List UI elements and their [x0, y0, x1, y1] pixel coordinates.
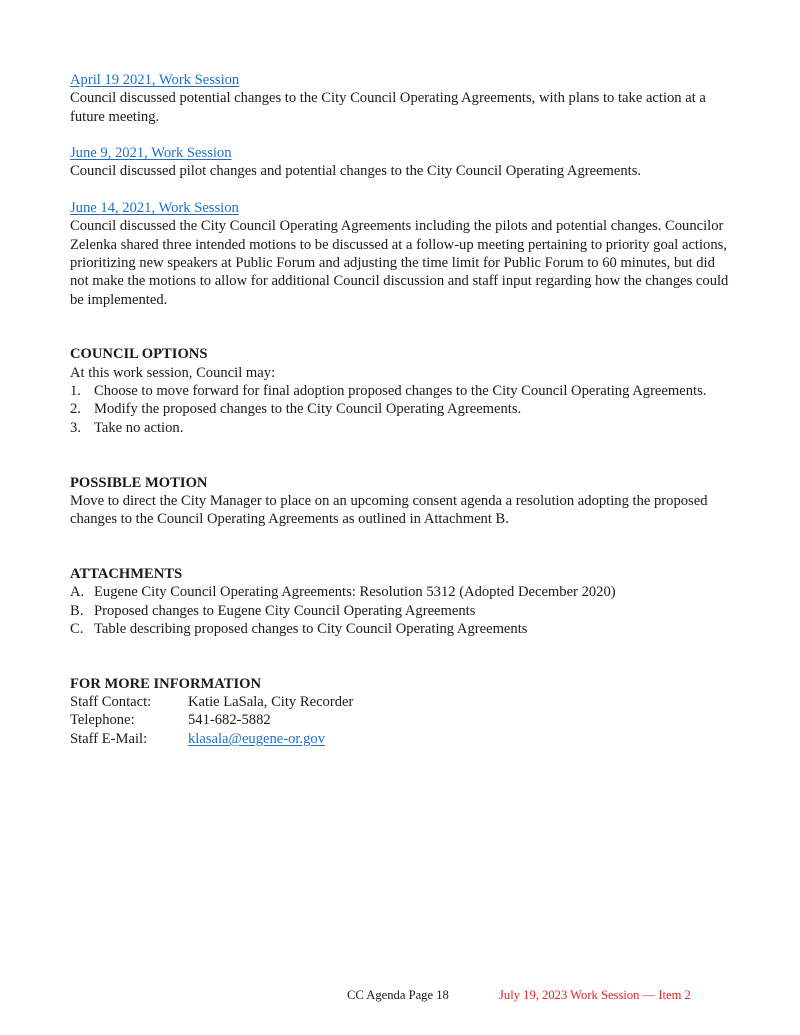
list-marker: 3. — [70, 419, 81, 436]
page-footer — [0, 987, 800, 1007]
list-item-text: Table describing proposed changes to City Council Operating Agreements — [94, 620, 528, 637]
attachments-section — [70, 565, 730, 638]
document-page — [70, 71, 730, 748]
attachments-list — [70, 583, 730, 638]
list-item-text: Eugene City Council Operating Agreements: Resolution 5312 (Adopted December 2020) — [94, 584, 616, 601]
work-session-link[interactable]: June 9, 2021, Work Session — [70, 145, 232, 162]
list-item — [70, 419, 730, 437]
info-value: Katie LaSala, City Recorder — [188, 694, 354, 711]
work-session-link[interactable]: June 14, 2021, Work Session — [70, 200, 239, 217]
section-intro: At this work session, Council may: — [70, 364, 276, 381]
list-item — [70, 620, 730, 638]
possible-motion-section — [70, 474, 730, 529]
history-description: Council discussed pilot changes and potential changes to the City Council Operating Agreements. — [70, 163, 642, 180]
list-item-text: Choose to move forward for final adoption proposed changes to the City Council Operating Agreements. — [94, 383, 707, 400]
list-marker: A. — [70, 584, 85, 601]
section-heading: ATTACHMENTS — [70, 566, 183, 583]
telephone-row — [70, 711, 730, 729]
info-label: Staff Contact: — [70, 694, 152, 711]
work-session-link[interactable]: April 19 2021, Work Session — [70, 72, 240, 88]
list-marker: C. — [70, 620, 84, 637]
history-entry-june-14 — [70, 199, 730, 309]
more-info-section — [70, 675, 730, 748]
motion-text: Move to direct the City Manager to place on an upcoming consent agenda a resolution adopting the proposed changes to the Council Operating Agreements as outlined in Attachment B. — [70, 492, 708, 528]
list-marker: 1. — [70, 383, 81, 400]
history-entry-june-9 — [70, 144, 730, 181]
list-item — [70, 602, 730, 620]
email-link[interactable]: klasala@eugene-or.gov — [188, 730, 326, 747]
options-list — [70, 382, 730, 437]
list-item — [70, 400, 730, 418]
page-number: CC Agenda Page 18 — [347, 988, 449, 1002]
history-description: Council discussed the City Council Operating Agreements including the pilots and potential changes. Councilor Zelenka shared three intended motions to be discussed at a follow-up meeting pertaining to priority goal actions, prioritizing new speakers at Public Forum and adjusting the time limit for Public Forum to 60 minutes, but did not make the motions to allow for additional Council discussion and staff input regarding how the changes could be implemented. — [70, 218, 729, 308]
meeting-label: July 19, 2023 Work Session — Item 2 — [499, 988, 691, 1002]
list-marker: 2. — [70, 401, 81, 418]
list-item-text: Proposed changes to Eugene City Council Operating Agreements — [94, 602, 476, 619]
list-item-text: Take no action. — [94, 419, 184, 436]
list-item — [70, 382, 730, 400]
list-item-text: Modify the proposed changes to the City Council Operating Agreements. — [94, 401, 522, 418]
info-label: Staff E-Mail: — [70, 730, 148, 747]
list-marker: B. — [70, 602, 84, 619]
council-options-section — [70, 345, 730, 436]
history-description: Council discussed potential changes to the City Council Operating Agreements, with plans to take action at a future meeting. — [70, 90, 706, 125]
email-row — [70, 730, 730, 748]
staff-contact-row — [70, 693, 730, 711]
info-label: Telephone: — [70, 712, 135, 729]
section-heading: COUNCIL OPTIONS — [70, 346, 208, 363]
section-heading: POSSIBLE MOTION — [70, 474, 208, 491]
list-item — [70, 583, 730, 601]
section-heading: FOR MORE INFORMATION — [70, 675, 262, 692]
info-value: 541-682-5882 — [188, 712, 271, 729]
history-entry-april-19 — [70, 71, 730, 126]
